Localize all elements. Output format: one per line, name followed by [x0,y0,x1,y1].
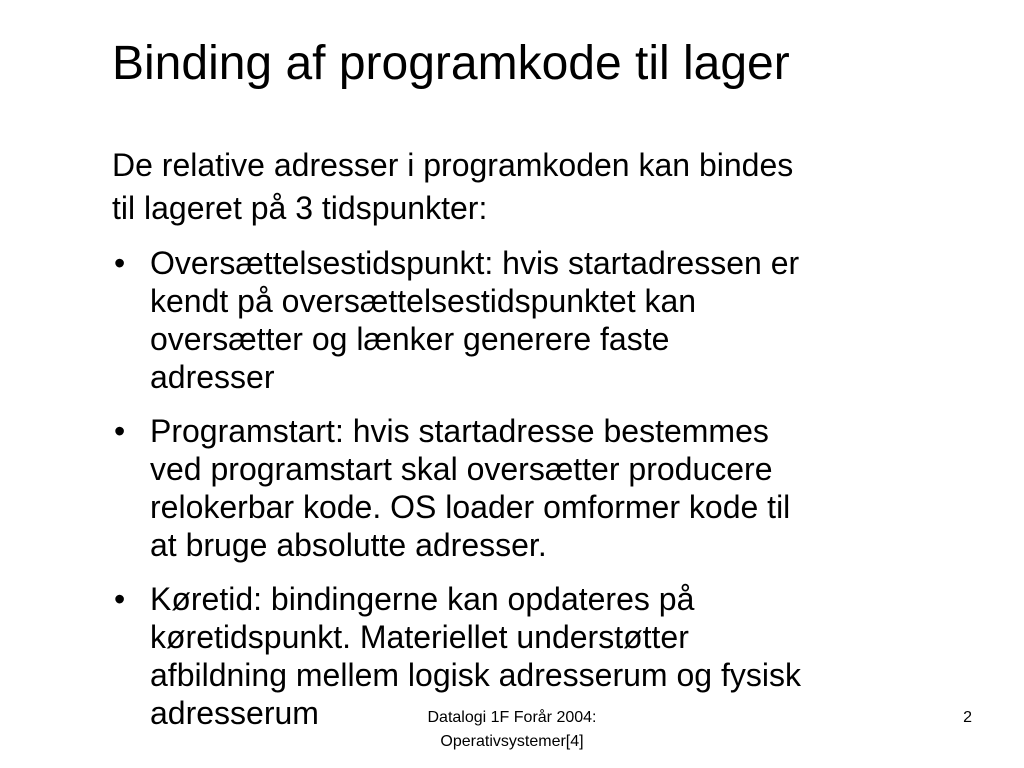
slide-title: Binding af programkode til lager [112,37,790,90]
bullet-line: Oversættelsestidspunkt: hvis startadressen er [150,245,800,281]
bullet-marker: • [114,245,126,281]
bullet-item-program-start [112,412,982,564]
bullet-line: at bruge absolutte adresser. [150,527,547,563]
bullet-line: køretidspunkt. Materiellet understøtter [150,619,689,655]
bullet-line: ved programstart skal oversætter producere [150,451,773,487]
bullet-line: relokerbar kode. OS loader omformer kode til [150,489,791,525]
bullet-text [150,412,982,564]
bullet-line: kendt på oversættelsestidspunktet kan [150,283,697,319]
bullet-marker: • [114,413,126,449]
footer-course-label [372,706,652,754]
bullet-line: adresserum [150,695,319,731]
intro-text [112,144,972,230]
bullet-list [112,244,982,732]
bullet-line: Køretid: bindingerne kan opdateres på [150,581,695,617]
page-number: 2 [963,709,972,726]
bullet-line: adresser [150,359,275,395]
bullet-line: oversætter og lænker generere faste [150,321,670,357]
intro-line: De relative adresser i programkoden kan bindes [112,147,794,183]
bullet-text [150,244,982,396]
bullet-line: Programstart: hvis startadresse bestemmes [150,413,769,449]
bullet-item-translation-time [112,244,982,396]
bullet-line: afbildning mellem logisk adresserum og fysisk [150,657,801,693]
intro-line: til lageret på 3 tidspunkter: [112,190,488,226]
bullet-marker: • [114,581,126,617]
footer-line: Datalogi 1F Forår 2004: [427,709,597,726]
footer-line: Operativsystemer[4] [440,733,584,750]
